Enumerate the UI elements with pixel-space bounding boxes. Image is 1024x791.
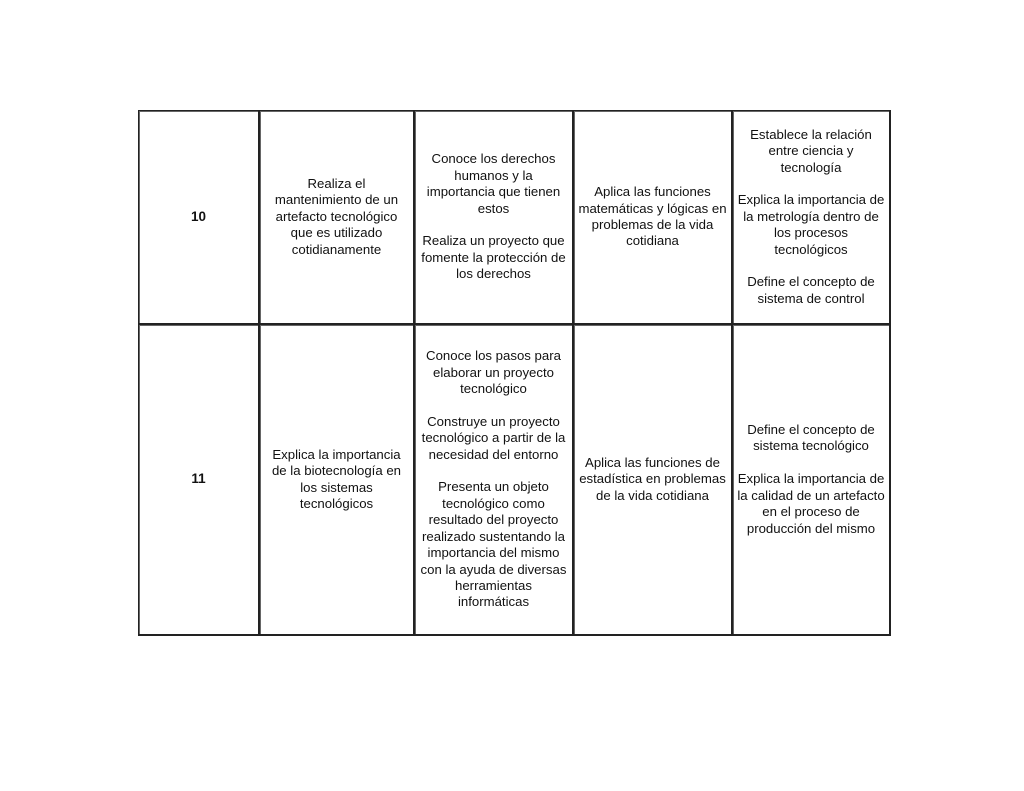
technology-cell [733, 111, 891, 325]
cell-paragraph: Presenta un objeto tecnológico como resultado del proyecto realizado sustentando la importancia del mismo con la ayuda de diversas herramientas informáticas [420, 479, 567, 610]
competence-cell [260, 325, 415, 636]
competence-cell [260, 111, 415, 325]
curriculum-table [138, 110, 891, 636]
rights-project-cell [415, 325, 574, 636]
math-cell [574, 111, 733, 325]
competence-text: Realiza el mantenimiento de un artefacto tecnológico que es utilizado cotidianamente [274, 175, 399, 257]
cell-paragraph: Explica la importancia de la calidad de un artefacto en el proceso de producción del mismo [737, 471, 885, 536]
table-row [139, 325, 891, 636]
cell-paragraph: Explica la importancia de la metrología dentro de los procesos tecnológicos [737, 192, 885, 257]
cell-paragraph: Establece la relación entre ciencia y tecnología [750, 126, 872, 175]
rights-project-cell [415, 111, 574, 325]
cell-paragraph: Construye un proyecto tecnológico a partir de la necesidad del entorno [421, 413, 566, 462]
row-number: 11 [139, 325, 260, 636]
cell-paragraph: Define el concepto de sistema tecnológico [747, 422, 875, 454]
cell-paragraph: Aplica las funciones de estadística en problemas de la vida cotidiana [579, 454, 726, 503]
competence-text: Explica la importancia de la biotecnología en los sistemas tecnológicos [271, 446, 402, 511]
cell-paragraph: Conoce los derechos humanos y la importancia que tienen estos [426, 151, 561, 216]
cell-paragraph: Conoce los pasos para elaborar un proyecto tecnológico [426, 348, 561, 397]
row-number: 10 [139, 111, 260, 325]
cell-paragraph: Realiza un proyecto que fomente la protección de los derechos [421, 233, 566, 282]
cell-paragraph: Aplica las funciones matemáticas y lógicas en problemas de la vida cotidiana [578, 184, 727, 249]
table-row [139, 111, 891, 325]
math-cell [574, 325, 733, 636]
cell-paragraph: Define el concepto de sistema de control [747, 274, 875, 306]
technology-cell [733, 325, 891, 636]
